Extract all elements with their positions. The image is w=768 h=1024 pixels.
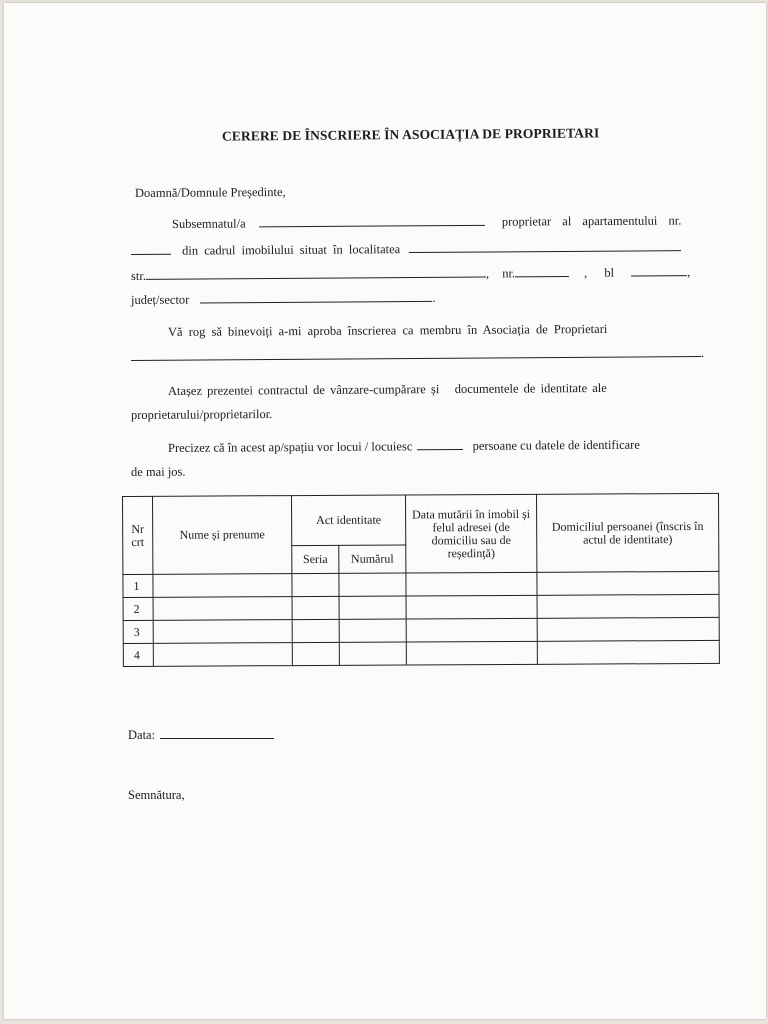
persons-table <box>122 493 720 667</box>
block-label: bl <box>604 265 615 280</box>
cell-domicile[interactable] <box>537 640 719 664</box>
header-act: Act identitate <box>292 495 406 546</box>
county-label: județ/sector <box>130 292 190 307</box>
date-label: Data: <box>128 728 156 742</box>
header-seria: Seria <box>292 545 339 573</box>
locality-blank[interactable] <box>409 240 681 253</box>
apartment-number-blank[interactable] <box>131 244 171 255</box>
line-9: Precizez că în acest ap/spațiu vor locui / locuiesc persoane cu datele de identificare <box>167 437 640 455</box>
number-blank[interactable] <box>515 266 569 277</box>
block-blank[interactable] <box>631 265 687 276</box>
number-label: nr. <box>502 266 516 281</box>
cell-seria[interactable] <box>292 596 339 619</box>
line-10: de mai jos. <box>130 464 186 479</box>
salutation: Doamnă/Domnule Președinte, <box>134 184 286 200</box>
cell-seria[interactable] <box>292 619 339 642</box>
row-number: 2 <box>123 597 153 620</box>
line-8: proprietarului/proprietarilor. <box>130 407 273 422</box>
line-7: Atașez prezentei contractul de vânzare-cumpărare și documentele de identitate ale <box>167 380 607 398</box>
cell-domicile[interactable] <box>537 594 719 618</box>
cell-numarul[interactable] <box>339 573 406 596</box>
row-number: 3 <box>123 620 153 643</box>
row-number: 1 <box>123 574 153 597</box>
line-3: str. , nr. , bl , <box>130 265 691 283</box>
cell-name[interactable] <box>153 620 292 644</box>
cell-seria[interactable] <box>292 642 339 665</box>
line-4: județ/sector . <box>130 290 436 307</box>
name-blank[interactable] <box>259 215 485 228</box>
page-title: CERERE DE ÎNSCRIERE ÎN ASOCIAȚIA DE PROPRIETARI <box>221 125 600 144</box>
cell-domicile[interactable] <box>537 617 719 641</box>
persons-count-blank[interactable] <box>417 439 463 450</box>
cell-domicile[interactable] <box>537 571 719 595</box>
signature-label: Semnătura, <box>128 788 185 802</box>
cell-move-date[interactable] <box>406 595 537 619</box>
cell-name[interactable] <box>153 574 292 598</box>
table-row <box>123 617 719 643</box>
header-numarul: Numărul <box>339 545 406 573</box>
header-name: Nume și prenume <box>153 496 292 575</box>
cell-move-date[interactable] <box>406 618 537 642</box>
header-domicile: Domiciliul persoanei (înscris în actul de identitate) <box>537 493 719 572</box>
table-row <box>123 640 719 666</box>
row-number: 4 <box>123 643 153 666</box>
header-nr: Nr crt <box>123 496 153 574</box>
cell-name[interactable] <box>153 597 292 621</box>
line-6: . <box>131 346 704 365</box>
cell-move-date[interactable] <box>406 572 537 596</box>
cell-seria[interactable] <box>292 573 339 596</box>
cell-numarul[interactable] <box>339 619 406 642</box>
cell-move-date[interactable] <box>406 641 537 665</box>
locality-label: din cadrul imobilului situat în localitatea <box>182 242 401 258</box>
line-5: Vă rog să binevoiți a-mi aproba înscrierea ca membru în Asociația de Proprietari <box>167 321 608 339</box>
date-line <box>128 728 274 743</box>
subsemnatul-label: Subsemnatul/a <box>171 216 246 231</box>
street-blank[interactable] <box>146 267 486 280</box>
street-label: str. <box>130 268 146 283</box>
header-move-date: Data mutării în imobil și felul adresei (de domiciliu sau de reședință) <box>406 494 537 573</box>
date-blank[interactable] <box>160 728 274 739</box>
apartment-label: proprietar al apartamentului nr. <box>501 213 682 229</box>
persons-label: Precizez că în acest ap/spațiu vor locui / locuiesc <box>167 439 413 455</box>
cell-numarul[interactable] <box>339 642 406 665</box>
cell-name[interactable] <box>153 643 292 667</box>
cell-numarul[interactable] <box>339 596 406 619</box>
county-blank[interactable] <box>200 291 432 304</box>
table-row <box>123 594 719 620</box>
table-row <box>123 571 719 597</box>
